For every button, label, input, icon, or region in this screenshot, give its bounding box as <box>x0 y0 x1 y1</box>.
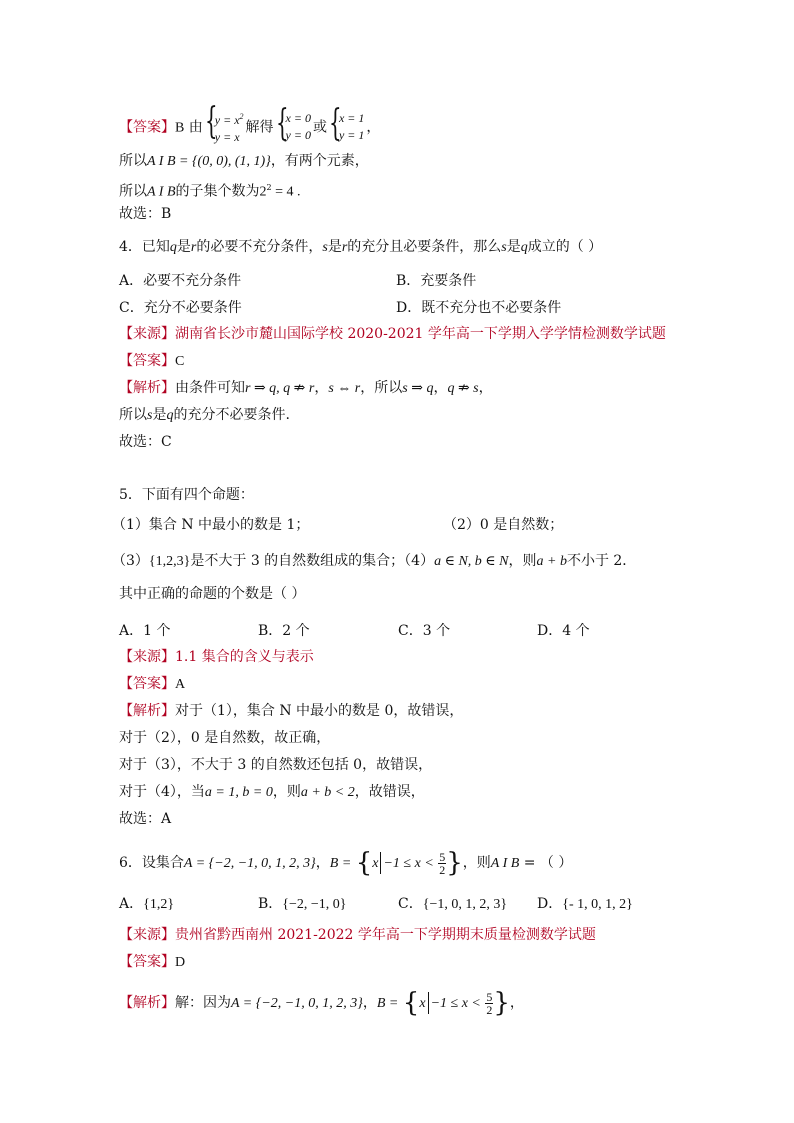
q6-option-a <box>119 893 174 913</box>
q5-option-b: B．2 个 <box>258 623 310 639</box>
q4-line2-a: 所以 <box>119 407 147 423</box>
q3-line2-tail: ，有两个元素， <box>270 153 369 169</box>
q3-system-2: { x = 0 y = 0 <box>275 103 311 144</box>
q4-line2-b: 是 <box>152 407 167 423</box>
q4-line2-s: s <box>147 408 153 423</box>
q5-proposition-1: （1）集合 N 中最小的数是 1； <box>112 517 310 533</box>
q3-line2 <box>119 151 369 171</box>
q4-source: 湖南省长沙市麓山国际学校 2020-2021 学年高一下学期入学学情检测数学试题 <box>175 326 666 342</box>
q5-analysis1: 对于（1），集合 N 中最小的数是 0，故错误， <box>175 703 464 719</box>
q3-answer-line <box>119 101 381 144</box>
q6-opt-d-value: {- 1, 0, 1, 2} <box>562 897 633 912</box>
q4-var-q: q <box>169 240 177 255</box>
q4-analysis-c: ，所以 <box>360 380 403 396</box>
q5-final: 故选：A <box>119 811 172 827</box>
q6-stem-a: 6．设集合 <box>119 855 184 871</box>
q5-analysis-line1 <box>119 701 463 721</box>
analysis-tag: 【解析】 <box>119 703 175 719</box>
q3-answer-choice: B <box>175 120 185 136</box>
q6-opt-c-label: C． <box>398 896 423 912</box>
q3-line3-result: = 4 . <box>271 184 301 200</box>
q6-right-brace: } <box>446 848 463 878</box>
q3-text-you: 由 <box>188 119 203 136</box>
source-tag: 【来源】 <box>119 326 175 342</box>
q5-proposition-3-4 <box>112 551 636 571</box>
sys3-row2: y = 1 <box>338 128 365 142</box>
q5-analysis-line3: 对于（3），不大于 3 的自然数还包括 0，故错误， <box>119 757 433 773</box>
q6-analysis-c: ， <box>509 995 524 1011</box>
q4-stem-a: 4．已知 <box>119 239 170 255</box>
q6-stem <box>119 848 572 878</box>
q4-line2-c: 的充分不必要条件. <box>173 407 290 423</box>
q3-system-3: { x = 1 y = 1 <box>328 103 365 144</box>
q6-option-d <box>537 893 633 913</box>
q6-stem-d: = （ ） <box>519 855 573 871</box>
q6-opt-d-label: D． <box>537 896 563 912</box>
answer-tag: 【答案】 <box>119 676 175 692</box>
q6-frac-num: 5 <box>439 849 446 864</box>
q5-p3-b: 是不大于 3 的自然数组成的集合；（4） <box>190 553 435 569</box>
q4-option-a: A．必要不充分条件 <box>119 273 242 289</box>
q5-p4-a: ，则 <box>508 553 537 569</box>
q4-analysis-m4: q ⇏ s <box>447 381 479 396</box>
sys1-row2: y = x <box>214 130 240 144</box>
q6-analysis-line <box>119 988 524 1018</box>
q4-var-s: s <box>322 240 328 255</box>
q5-analysis4-m2: a + b < 2 <box>300 785 355 800</box>
q3-text-jiede: 解得 <box>245 119 274 136</box>
q3-text-huo: 或 <box>312 119 327 136</box>
q6-stem-c: ，则 <box>462 855 491 871</box>
q4-var-q2: q <box>520 240 528 255</box>
q3-tail: ， <box>366 119 381 136</box>
q4-stem-g: 成立的（ ） <box>527 239 603 255</box>
q4-analysis-a: 由条件可知 <box>175 380 245 396</box>
q4-option-c: C．充分不必要条件 <box>119 300 242 316</box>
q4-stem-c: 的必要不充分条件， <box>196 239 323 255</box>
q4-var-r: r <box>190 240 197 255</box>
q4-stem-e: 的充分且必要条件，那么 <box>347 239 502 255</box>
q6-analysis-setB-pre: B = <box>376 996 399 1011</box>
q4-analysis-m3: s ⇒ q <box>402 381 434 396</box>
q5-question: 其中正确的命题的个数是（ ） <box>119 586 306 602</box>
q4-answer: C <box>175 354 185 369</box>
q3-line3 <box>119 178 301 198</box>
q6-source-line <box>119 925 596 945</box>
q5-p4-math2: a + b <box>536 554 567 569</box>
q4-answer-line <box>119 351 184 371</box>
q5-proposition-2: （2）0 是自然数； <box>443 517 564 533</box>
q6-stem-b: ， <box>315 855 330 871</box>
q3-line3-exp: 2 <box>266 183 272 192</box>
q3-system-1: { $y = x^2$ y = x <box>204 101 244 144</box>
q4-stem-d: 是 <box>327 239 342 255</box>
q5-analysis-line4 <box>119 782 425 802</box>
q3-line3-text2: 的子集个数为 <box>175 183 260 200</box>
q6-setB-bar <box>380 852 381 874</box>
q6-source: 贵州省黔西南州 2021-2022 学年高一下学期期末质量检测数学试题 <box>175 927 596 943</box>
sys1-row1: y = x <box>214 113 240 127</box>
q5-source-line <box>119 647 314 667</box>
q6-opt-a-value: {1,2} <box>143 897 175 912</box>
sys2-row1: x = 0 <box>285 111 311 125</box>
q4-analysis-b: ， <box>314 380 329 396</box>
q6-analysis-b: ， <box>362 995 377 1011</box>
q5-answer: A <box>175 677 186 692</box>
q5-option-a: A．1 个 <box>119 623 171 639</box>
q6-opt-b-value: {−2, −1, 0} <box>282 897 347 912</box>
q5-analysis4-b: ，则 <box>272 784 301 800</box>
source-tag: 【来源】 <box>119 927 175 943</box>
q6-analysis-a: 解：因为 <box>175 995 231 1011</box>
q3-line3-base: 2 <box>259 184 267 200</box>
q5-p4-math: a ∈ N, b ∈ N <box>434 554 509 569</box>
q3-line2-text: 所以 <box>119 153 147 169</box>
q4-analysis-d: ， <box>433 380 448 396</box>
q6-answer-line <box>119 952 185 972</box>
q6-left-brace: { <box>355 848 373 878</box>
analysis-tag: 【解析】 <box>119 995 175 1011</box>
q5-p3-set: {1,2,3} <box>148 554 191 569</box>
q6-opt-b-label: B． <box>258 896 283 912</box>
q6-setA: A = {−2, −1, 0, 1, 2, 3} <box>183 856 316 871</box>
q6-analysis-frac-num: 5 <box>486 989 493 1004</box>
q3-final: 故选：B <box>119 206 172 222</box>
analysis-tag: 【解析】 <box>119 380 175 396</box>
q5-option-d: D．4 个 <box>537 623 590 639</box>
q4-analysis-line <box>119 378 493 398</box>
q6-opt-c-value: {−1, 0, 1, 2, 3} <box>422 897 508 912</box>
q6-stem-math: A I B <box>490 856 520 871</box>
q5-option-c: C．3 个 <box>398 623 451 639</box>
q4-analysis-line2 <box>119 405 290 425</box>
q6-analysis-right-brace: } <box>493 988 510 1018</box>
q6-opt-a-label: A． <box>119 896 144 912</box>
q5-analysis4-a: 对于（4），当 <box>119 784 205 800</box>
q5-analysis4-c: ，故错误， <box>354 784 425 800</box>
q5-answer-line <box>119 674 185 694</box>
q4-stem-b: 是 <box>176 239 191 255</box>
q3-line3-math: A I B <box>147 184 176 200</box>
source-tag: 【来源】 <box>119 649 175 665</box>
q6-option-c <box>398 893 507 913</box>
q4-var-r2: r <box>341 240 348 255</box>
q4-stem-f: 是 <box>506 239 521 255</box>
q4-line2-q: q <box>166 408 174 423</box>
q6-setB-pre: B = <box>329 856 352 871</box>
q5-analysis4-m1: a = 1, b = 0 <box>204 785 273 800</box>
q6-analysis-setA: A = {−2, −1, 0, 1, 2, 3} <box>231 996 363 1011</box>
q4-var-s2: s <box>501 240 507 255</box>
q4-option-d: D．既不充分也不必要条件 <box>396 300 562 316</box>
sys3-row1: x = 1 <box>338 111 365 125</box>
q4-final: 故选：C <box>119 434 172 450</box>
q5-source: 1.1 集合的含义与表示 <box>175 649 314 665</box>
q6-analysis-setB-x: x <box>419 996 426 1011</box>
q4-option-b: B．充要条件 <box>396 273 477 289</box>
answer-tag: 【答案】 <box>119 353 175 369</box>
q6-analysis-left-brace: { <box>402 988 420 1018</box>
q5-analysis-line2: 对于（2），0 是自然数，故正确， <box>119 730 331 746</box>
q3-line3-text: 所以 <box>119 183 147 200</box>
q6-analysis-setB-cond: −1 ≤ x < <box>430 996 481 1011</box>
q5-p3-a: （3） <box>112 553 149 569</box>
q6-setB-cond: −1 ≤ x < <box>383 856 434 871</box>
q6-analysis-bar <box>428 992 429 1014</box>
q3-line2-math: A I B = {(0, 0), (1, 1)} <box>147 154 271 169</box>
answer-tag: 【答案】 <box>119 119 175 136</box>
answer-tag: 【答案】 <box>119 954 175 970</box>
q4-analysis-m1: r ⇒ q, q ⇏ r <box>245 381 315 396</box>
q6-analysis-frac-den: 2 <box>486 1002 493 1017</box>
q4-source-line <box>119 324 666 344</box>
q6-answer: D <box>175 955 186 970</box>
q4-analysis-e: ， <box>478 380 493 396</box>
sys2-row2: y = 0 <box>285 128 311 142</box>
q5-stem: 5．下面有四个命题： <box>119 487 254 503</box>
q6-setB-x: x <box>372 856 379 871</box>
q6-frac-den: 2 <box>439 862 446 877</box>
q4-stem <box>119 237 602 257</box>
q4-analysis-m2: s ⇔ r <box>328 381 361 396</box>
q6-option-b <box>258 893 347 913</box>
q5-p4-b: 不小于 2． <box>566 553 637 569</box>
sys1-exp: 2 <box>239 112 244 121</box>
